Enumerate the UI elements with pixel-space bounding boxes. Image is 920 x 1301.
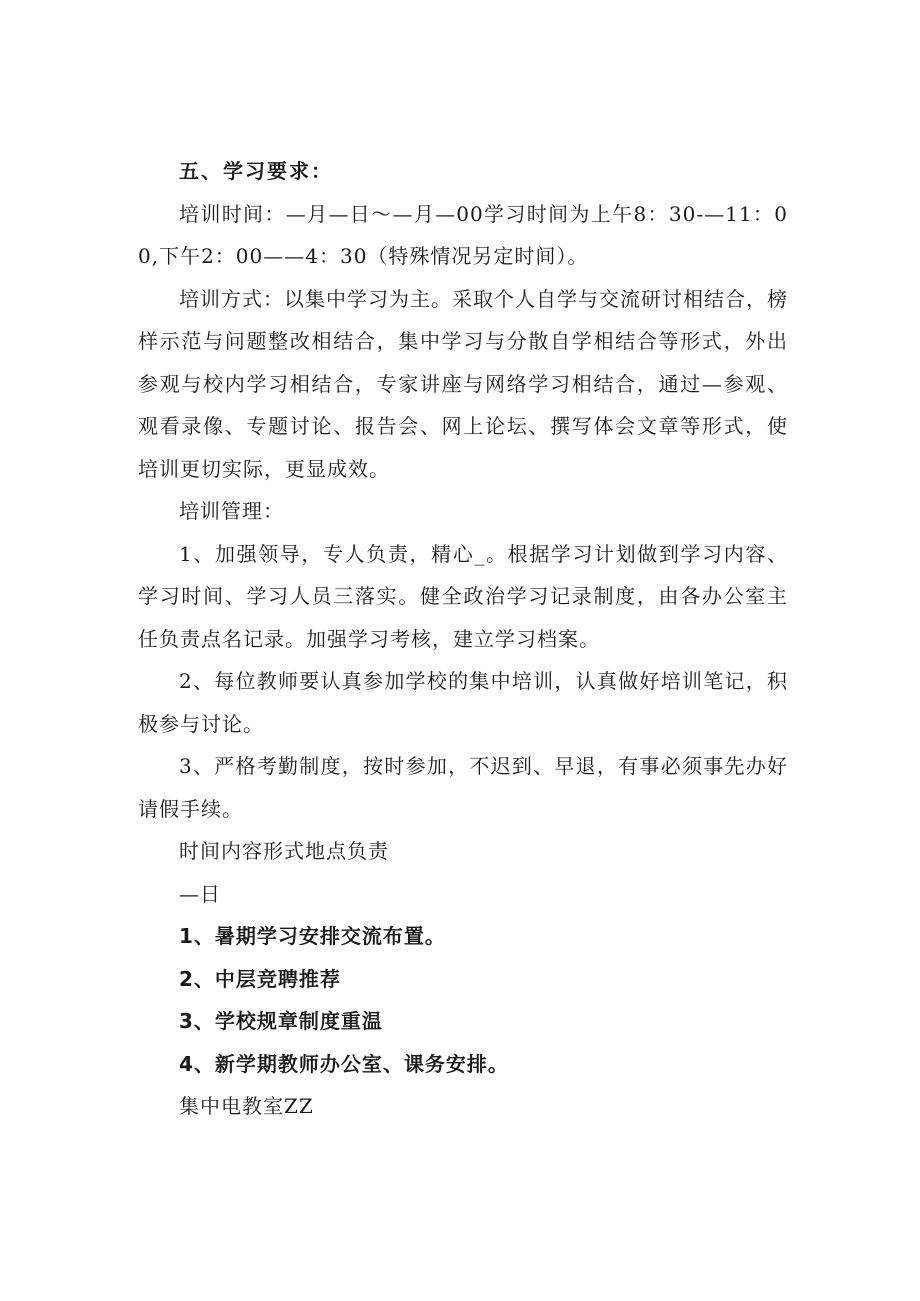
document-body bbox=[138, 150, 788, 1128]
schedule-item-3: 3、学校规章制度重温 bbox=[179, 1009, 383, 1033]
schedule-header-line: 时间内容形式地点负责 bbox=[179, 839, 389, 863]
schedule-day-line: —日 bbox=[179, 881, 221, 906]
paragraph-training-time: 培训时间：—月—日～—月—00学习时间为上午8：30-—11：00,下午2：00——4：30（特殊情况另定时间）。 bbox=[138, 201, 788, 268]
paragraph-item-1: 1、加强领导，专人负责，精心_。根据学习计划做到学习内容、学习时间、学习人员三落实。健全政治学习记录制度，由各办公室主任负责点名记录。加强学习考核，建立学习档案。 bbox=[138, 541, 788, 651]
paragraph-training-method: 培训方式：以集中学习为主。采取个人自学与交流研讨相结合，榜样示范与问题整改相结合，集中学习与分散自学相结合等形式，外出参观与校内学习相结合，专家讲座与网络学习相结合，通过—参观、观看录像、专题讨论、报告会、网上论坛、撰写体会文章等形式，使培训更切实际，更显成效。 bbox=[138, 286, 788, 481]
schedule-item-2: 2、中层竞聘推荐 bbox=[179, 966, 341, 991]
section-heading: 五、学习要求： bbox=[179, 159, 333, 183]
schedule-item-1: 1、暑期学习安排交流布置。 bbox=[179, 924, 446, 948]
paragraph-training-management: 培训管理： bbox=[179, 499, 284, 523]
paragraph-item-2: 2、每位教师要认真参加学校的集中培训，认真做好培训笔记，积极参与讨论。 bbox=[138, 669, 788, 736]
schedule-item-4: 4、新学期教师办公室、课务安排。 bbox=[179, 1051, 509, 1076]
paragraph-item-3: 3、严格考勤制度，按时参加，不迟到、早退，有事必须事先办好请假手续。 bbox=[138, 754, 788, 821]
location-line: 集中电教室ZZ bbox=[179, 1094, 314, 1118]
